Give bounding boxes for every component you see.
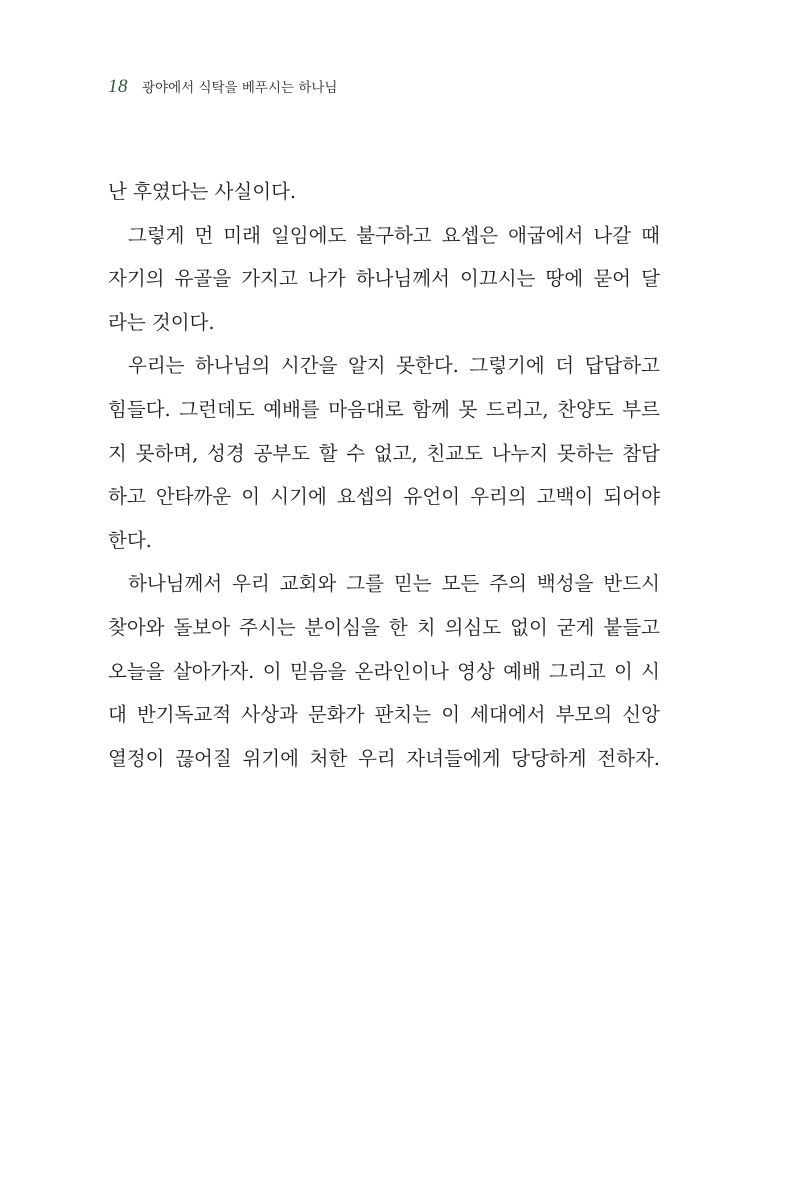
text-line: 한다.	[108, 528, 152, 552]
chapter-title: 광야에서 식탁을 베푸시는 하나님	[142, 80, 338, 96]
text-line	[108, 693, 660, 737]
text-line	[108, 388, 660, 432]
word: 처한	[309, 746, 348, 770]
word: 반드시	[603, 572, 660, 596]
word: 묻어	[593, 267, 632, 291]
word: 없이	[510, 615, 548, 639]
word: 성경	[207, 441, 245, 465]
text-line: 라는 것이다.	[108, 310, 215, 334]
word: 때	[641, 223, 660, 247]
word: 찾아와	[108, 615, 165, 639]
word: 위기에	[242, 746, 299, 770]
word: 시기에	[270, 485, 327, 509]
word: 찬양도	[557, 397, 614, 421]
word: 신앙	[622, 703, 660, 727]
word: 할	[318, 441, 338, 465]
word: 부모의	[555, 703, 613, 727]
word: 붙들고	[603, 615, 660, 639]
word: 하나님께서	[128, 572, 223, 596]
word: 예배를	[263, 397, 320, 421]
word: 믿는	[393, 572, 432, 596]
word: 굳게	[556, 615, 595, 639]
running-header	[108, 76, 337, 102]
word: 의심도	[444, 615, 502, 639]
word: 더	[555, 354, 575, 378]
text-line	[108, 344, 660, 388]
body-text	[108, 170, 660, 780]
word: 이끄시는	[460, 267, 536, 291]
word: 그렇기에	[469, 354, 545, 378]
word: 마음대로	[328, 397, 404, 421]
word: 부르	[622, 397, 660, 421]
word: 함께	[412, 397, 450, 421]
word: 자녀들에게	[406, 746, 501, 770]
word: 우리	[232, 572, 270, 596]
word: 그런데도	[179, 397, 255, 421]
word: 한	[388, 615, 408, 639]
text-line	[108, 606, 660, 650]
word: 친교도	[426, 441, 483, 465]
word: 가지고	[241, 267, 298, 291]
text-line	[108, 214, 660, 258]
word: 이	[441, 703, 461, 727]
word: 살아가자.	[172, 659, 255, 683]
word: 나갈	[593, 223, 632, 247]
text-line	[108, 257, 660, 301]
word: 시	[641, 659, 660, 683]
word: 끊어질	[175, 746, 232, 770]
word: 안타까운	[155, 485, 232, 509]
word: 분이심을	[304, 615, 380, 639]
word: 세대에서	[470, 703, 546, 727]
word: 예배	[503, 659, 541, 683]
text-line	[108, 737, 660, 781]
word: 자기의	[108, 267, 165, 291]
word: 온라인이나	[354, 659, 449, 683]
word: 고백이	[536, 485, 594, 509]
page-number: 18	[108, 76, 128, 97]
word: 하나님께서	[355, 267, 450, 291]
word: 알지	[347, 354, 386, 378]
word: 치	[416, 615, 436, 639]
word: 참담	[622, 441, 660, 465]
word: 못	[458, 397, 478, 421]
word: 시간을	[280, 354, 338, 378]
word: 사상과	[241, 703, 298, 727]
word: 지	[108, 441, 127, 465]
word: 믿음을	[289, 659, 347, 683]
word: 드리고,	[485, 397, 549, 421]
word: 우리의	[470, 485, 527, 509]
word: 유골을	[174, 267, 232, 291]
word: 문화가	[307, 703, 365, 727]
word: 못하는	[556, 441, 614, 465]
word: 이	[241, 485, 261, 509]
word: 공부도	[253, 441, 310, 465]
word: 그렇게	[128, 223, 185, 247]
word: 전하자.	[597, 746, 660, 770]
word: 하고	[108, 485, 146, 509]
word: 없고,	[373, 441, 418, 465]
word: 못하며,	[135, 441, 199, 465]
word: 이	[262, 659, 282, 683]
word: 달	[641, 267, 660, 291]
text-line	[108, 562, 660, 606]
word: 하나님의	[195, 354, 271, 378]
word: 열정이	[108, 746, 165, 770]
word: 모든	[441, 572, 480, 596]
word: 주시는	[239, 615, 296, 639]
word: 주의	[489, 572, 527, 596]
word: 미래	[223, 223, 261, 247]
word: 교회와	[279, 572, 337, 596]
word: 땅에	[545, 267, 584, 291]
word: 힘들다.	[108, 397, 171, 421]
word: 되어야	[603, 485, 660, 509]
word: 일임에도	[270, 223, 347, 247]
word: 돌보아	[173, 615, 231, 639]
word: 나누지	[491, 441, 549, 465]
word: 이	[614, 659, 633, 683]
text-line	[108, 432, 660, 476]
word: 애굽에서	[508, 223, 584, 247]
text-line: 난 후였다는 사실이다.	[108, 180, 297, 203]
word: 우리	[357, 746, 396, 770]
word: 영상	[457, 659, 495, 683]
word: 요셉은	[441, 223, 499, 247]
word: 대	[108, 703, 127, 727]
word: 그리고	[549, 659, 606, 683]
word: 요셉의	[336, 485, 394, 509]
word: 우리는	[128, 354, 185, 378]
word: 반기독교적	[136, 703, 232, 727]
text-line	[108, 475, 660, 519]
word: 답답하고	[584, 354, 660, 378]
word: 당당하게	[511, 746, 587, 770]
word: 판치는	[374, 703, 432, 727]
word: 수	[346, 441, 366, 465]
text-line	[108, 650, 660, 694]
word: 그를	[346, 572, 384, 596]
word: 유언이	[403, 485, 461, 509]
word: 나가	[307, 267, 346, 291]
word: 못한다.	[396, 354, 459, 378]
word: 불구하고	[356, 223, 432, 247]
word: 오늘을	[108, 659, 165, 683]
word: 먼	[194, 223, 214, 247]
word: 백성을	[536, 572, 594, 596]
